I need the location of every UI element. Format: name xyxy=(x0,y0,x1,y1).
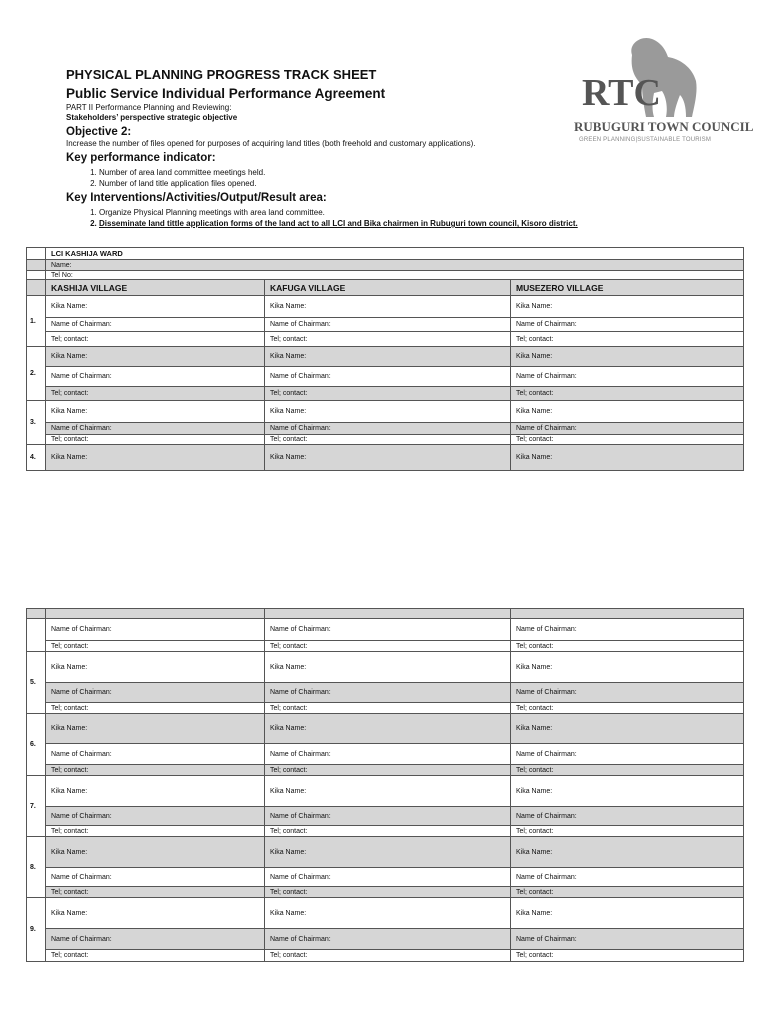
chair-field[interactable]: Name of Chairman: xyxy=(265,868,511,887)
entry-row xyxy=(27,683,744,703)
entry-row xyxy=(27,744,744,765)
row-number: 8. xyxy=(27,837,46,898)
tel-field[interactable]: Tel; contact: xyxy=(46,332,265,347)
kika-field[interactable]: Kika Name: xyxy=(511,445,744,471)
blank-cell xyxy=(27,280,46,296)
tel-field[interactable]: Tel; contact: xyxy=(46,641,265,652)
name-row xyxy=(27,260,744,271)
tel-field[interactable]: Tel; contact: xyxy=(511,387,744,401)
entry-row xyxy=(27,619,744,641)
tel-field[interactable]: Tel; contact: xyxy=(265,703,511,714)
chair-field[interactable]: Name of Chairman: xyxy=(46,868,265,887)
kika-field[interactable]: Kika Name: xyxy=(511,776,744,807)
gorilla-silhouette-icon xyxy=(570,33,754,137)
entry-row xyxy=(27,401,744,423)
chair-field[interactable]: Name of Chairman: xyxy=(511,868,744,887)
village-table-1 xyxy=(26,247,744,471)
blank-cell xyxy=(265,609,511,619)
entry-row xyxy=(27,347,744,367)
blank-cell xyxy=(27,609,46,619)
blank-cell xyxy=(511,609,744,619)
kpi-item: 1. Number of area land committee meetings held. xyxy=(99,167,566,178)
entry-row xyxy=(27,423,744,435)
tel-field[interactable]: Tel; contact: xyxy=(265,641,511,652)
chair-field[interactable]: Name of Chairman: xyxy=(511,318,744,332)
intervention-item: 2. Disseminate land tittle application forms of the land act to all LCI and Bika chairmen in Rubuguri town council, Kisoro district. xyxy=(99,218,566,229)
row-number: 1. xyxy=(27,296,46,347)
kika-field[interactable]: Kika Name: xyxy=(46,401,265,423)
chair-field[interactable]: Name of Chairman: xyxy=(265,807,511,826)
kika-field[interactable]: Kika Name: xyxy=(265,401,511,423)
kika-field[interactable]: Kika Name: xyxy=(46,898,265,929)
kika-field[interactable]: Kika Name: xyxy=(511,652,744,683)
tel-field[interactable]: Tel; contact: xyxy=(511,887,744,898)
entry-row xyxy=(27,445,744,471)
entry-row xyxy=(27,332,744,347)
chair-field[interactable]: Name of Chairman: xyxy=(511,367,744,387)
chair-field[interactable]: Name of Chairman: xyxy=(511,744,744,765)
tel-field[interactable]: Tel; contact: xyxy=(511,641,744,652)
ward-row xyxy=(27,248,744,260)
objective-heading: Objective 2: xyxy=(66,126,132,138)
continuation-row xyxy=(27,609,744,619)
chair-field[interactable]: Name of Chairman: xyxy=(46,318,265,332)
entry-row xyxy=(27,807,744,826)
row-number: 4. xyxy=(27,445,46,471)
kika-field[interactable]: Kika Name: xyxy=(511,347,744,367)
chair-field[interactable]: Name of Chairman: xyxy=(46,683,265,703)
ward-tel-field[interactable]: Tel No: xyxy=(46,271,744,280)
entry-row xyxy=(27,826,744,837)
chair-field[interactable]: Name of Chairman: xyxy=(265,619,511,641)
kika-field[interactable]: Kika Name: xyxy=(46,445,265,471)
tel-field[interactable]: Tel; contact: xyxy=(46,765,265,776)
tel-field[interactable]: Tel; contact: xyxy=(46,703,265,714)
entry-row xyxy=(27,898,744,929)
chair-field[interactable]: Name of Chairman: xyxy=(46,619,265,641)
document-title: PHYSICAL PLANNING PROGRESS TRACK SHEET xyxy=(66,67,377,82)
row-number: 2. xyxy=(27,347,46,401)
tel-field[interactable]: Tel; contact: xyxy=(511,435,744,445)
part-label: PART II Performance Planning and Reviewing: xyxy=(66,103,232,112)
chair-field[interactable]: Name of Chairman: xyxy=(46,929,265,950)
logo-name: RUBUGURI TOWN COUNCIL xyxy=(574,119,754,134)
kika-field[interactable]: Kika Name: xyxy=(265,714,511,744)
tel-field[interactable]: Tel; contact: xyxy=(46,950,265,962)
entry-row xyxy=(27,868,744,887)
tel-field[interactable]: Tel; contact: xyxy=(265,332,511,347)
kika-field[interactable]: Kika Name: xyxy=(265,652,511,683)
village-heading: MUSEZERO VILLAGE xyxy=(511,280,744,296)
document-header xyxy=(66,66,578,229)
tel-field[interactable]: Tel; contact: xyxy=(46,826,265,837)
ward-name-field[interactable]: Name: xyxy=(46,260,744,271)
entry-row xyxy=(27,765,744,776)
chair-field[interactable]: Name of Chairman: xyxy=(46,807,265,826)
blank-cell xyxy=(27,248,46,260)
interventions-list xyxy=(66,207,578,229)
chair-field[interactable]: Name of Chairman: xyxy=(511,619,744,641)
tel-field[interactable]: Tel; contact: xyxy=(511,332,744,347)
chair-field[interactable]: Name of Chairman: xyxy=(265,318,511,332)
chair-field[interactable]: Name of Chairman: xyxy=(46,423,265,435)
chair-field[interactable]: Name of Chairman: xyxy=(265,423,511,435)
logo-letters: RTC xyxy=(582,72,661,114)
chair-field[interactable]: Name of Chairman: xyxy=(265,367,511,387)
tel-field[interactable]: Tel; contact: xyxy=(265,387,511,401)
tel-row xyxy=(27,271,744,280)
entry-row xyxy=(27,837,744,868)
blank-cell xyxy=(27,271,46,280)
rtc-logo xyxy=(570,33,754,153)
kika-field[interactable]: Kika Name: xyxy=(265,296,511,318)
chair-field[interactable]: Name of Chairman: xyxy=(511,807,744,826)
tel-field[interactable]: Tel; contact: xyxy=(46,387,265,401)
kika-field[interactable]: Kika Name: xyxy=(46,347,265,367)
kika-field[interactable]: Kika Name: xyxy=(46,296,265,318)
entry-row xyxy=(27,652,744,683)
kpi-list xyxy=(66,167,566,189)
kika-field[interactable]: Kika Name: xyxy=(511,401,744,423)
tel-field[interactable]: Tel; contact: xyxy=(511,765,744,776)
row-number: 5. xyxy=(27,652,46,714)
kika-field[interactable]: Kika Name: xyxy=(511,898,744,929)
kika-field[interactable]: Kika Name: xyxy=(46,652,265,683)
tel-field[interactable]: Tel; contact: xyxy=(265,826,511,837)
tel-field[interactable]: Tel; contact: xyxy=(265,765,511,776)
row-number xyxy=(27,619,46,652)
entry-row xyxy=(27,641,744,652)
logo-tagline: GREEN PLANNING|SUSTAINABLE TOURISM xyxy=(578,137,712,143)
tel-field[interactable]: Tel; contact: xyxy=(511,703,744,714)
chair-field[interactable]: Name of Chairman: xyxy=(511,423,744,435)
ward-name: LCI KASHIJA WARD xyxy=(46,248,744,260)
tel-field[interactable]: Tel; contact: xyxy=(265,435,511,445)
kika-field[interactable]: Kika Name: xyxy=(46,776,265,807)
chair-field[interactable]: Name of Chairman: xyxy=(265,744,511,765)
row-number: 9. xyxy=(27,898,46,962)
kika-field[interactable]: Kika Name: xyxy=(265,776,511,807)
kika-field[interactable]: Kika Name: xyxy=(265,445,511,471)
village-table-2 xyxy=(26,608,744,962)
village-header-row xyxy=(27,280,744,296)
tel-field[interactable]: Tel; contact: xyxy=(511,826,744,837)
kpi-item: 2. Number of land title application files opened. xyxy=(99,178,566,189)
objective-text: Increase the number of files opened for purposes of acquiring land titles (both freehold and customary applications). xyxy=(66,139,476,148)
entry-row xyxy=(27,887,744,898)
kika-field[interactable]: Kika Name: xyxy=(265,898,511,929)
entry-row xyxy=(27,387,744,401)
chair-field[interactable]: Name of Chairman: xyxy=(46,744,265,765)
row-number: 3. xyxy=(27,401,46,445)
entry-row xyxy=(27,929,744,950)
kika-field[interactable]: Kika Name: xyxy=(511,837,744,868)
kika-field[interactable]: Kika Name: xyxy=(511,296,744,318)
perspective-label: Stakeholders’ perspective strategic objective xyxy=(66,113,238,122)
blank-cell xyxy=(27,260,46,271)
row-number: 6. xyxy=(27,714,46,776)
chair-field[interactable]: Name of Chairman: xyxy=(511,929,744,950)
row-number: 7. xyxy=(27,776,46,837)
kika-field[interactable]: Kika Name: xyxy=(511,714,744,744)
entry-row xyxy=(27,776,744,807)
document-subtitle: Public Service Individual Performance Agreement xyxy=(66,86,386,101)
entry-row xyxy=(27,703,744,714)
blank-cell xyxy=(46,609,265,619)
entry-row xyxy=(27,296,744,318)
village-heading: KAFUGA VILLAGE xyxy=(265,280,511,296)
tel-field[interactable]: Tel; contact: xyxy=(265,950,511,962)
chair-field[interactable]: Name of Chairman: xyxy=(265,929,511,950)
chair-field[interactable]: Name of Chairman: xyxy=(265,683,511,703)
kpi-heading: Key performance indicator: xyxy=(66,152,216,164)
interventions-heading: Key Interventions/Activities/Output/Result area: xyxy=(66,192,327,204)
kika-field[interactable]: Kika Name: xyxy=(265,837,511,868)
kika-field[interactable]: Kika Name: xyxy=(46,714,265,744)
entry-row xyxy=(27,367,744,387)
chair-field[interactable]: Name of Chairman: xyxy=(46,367,265,387)
tel-field[interactable]: Tel; contact: xyxy=(511,950,744,962)
kika-field[interactable]: Kika Name: xyxy=(46,837,265,868)
kika-field[interactable]: Kika Name: xyxy=(265,347,511,367)
entry-row xyxy=(27,950,744,962)
entry-row xyxy=(27,714,744,744)
entry-row xyxy=(27,318,744,332)
tel-field[interactable]: Tel; contact: xyxy=(46,887,265,898)
chair-field[interactable]: Name of Chairman: xyxy=(511,683,744,703)
tel-field[interactable]: Tel; contact: xyxy=(265,887,511,898)
tel-field[interactable]: Tel; contact: xyxy=(46,435,265,445)
intervention-item: 1. Organize Physical Planning meetings with area land committee. xyxy=(99,207,566,218)
entry-row xyxy=(27,435,744,445)
village-heading: KASHIJA VILLAGE xyxy=(46,280,265,296)
